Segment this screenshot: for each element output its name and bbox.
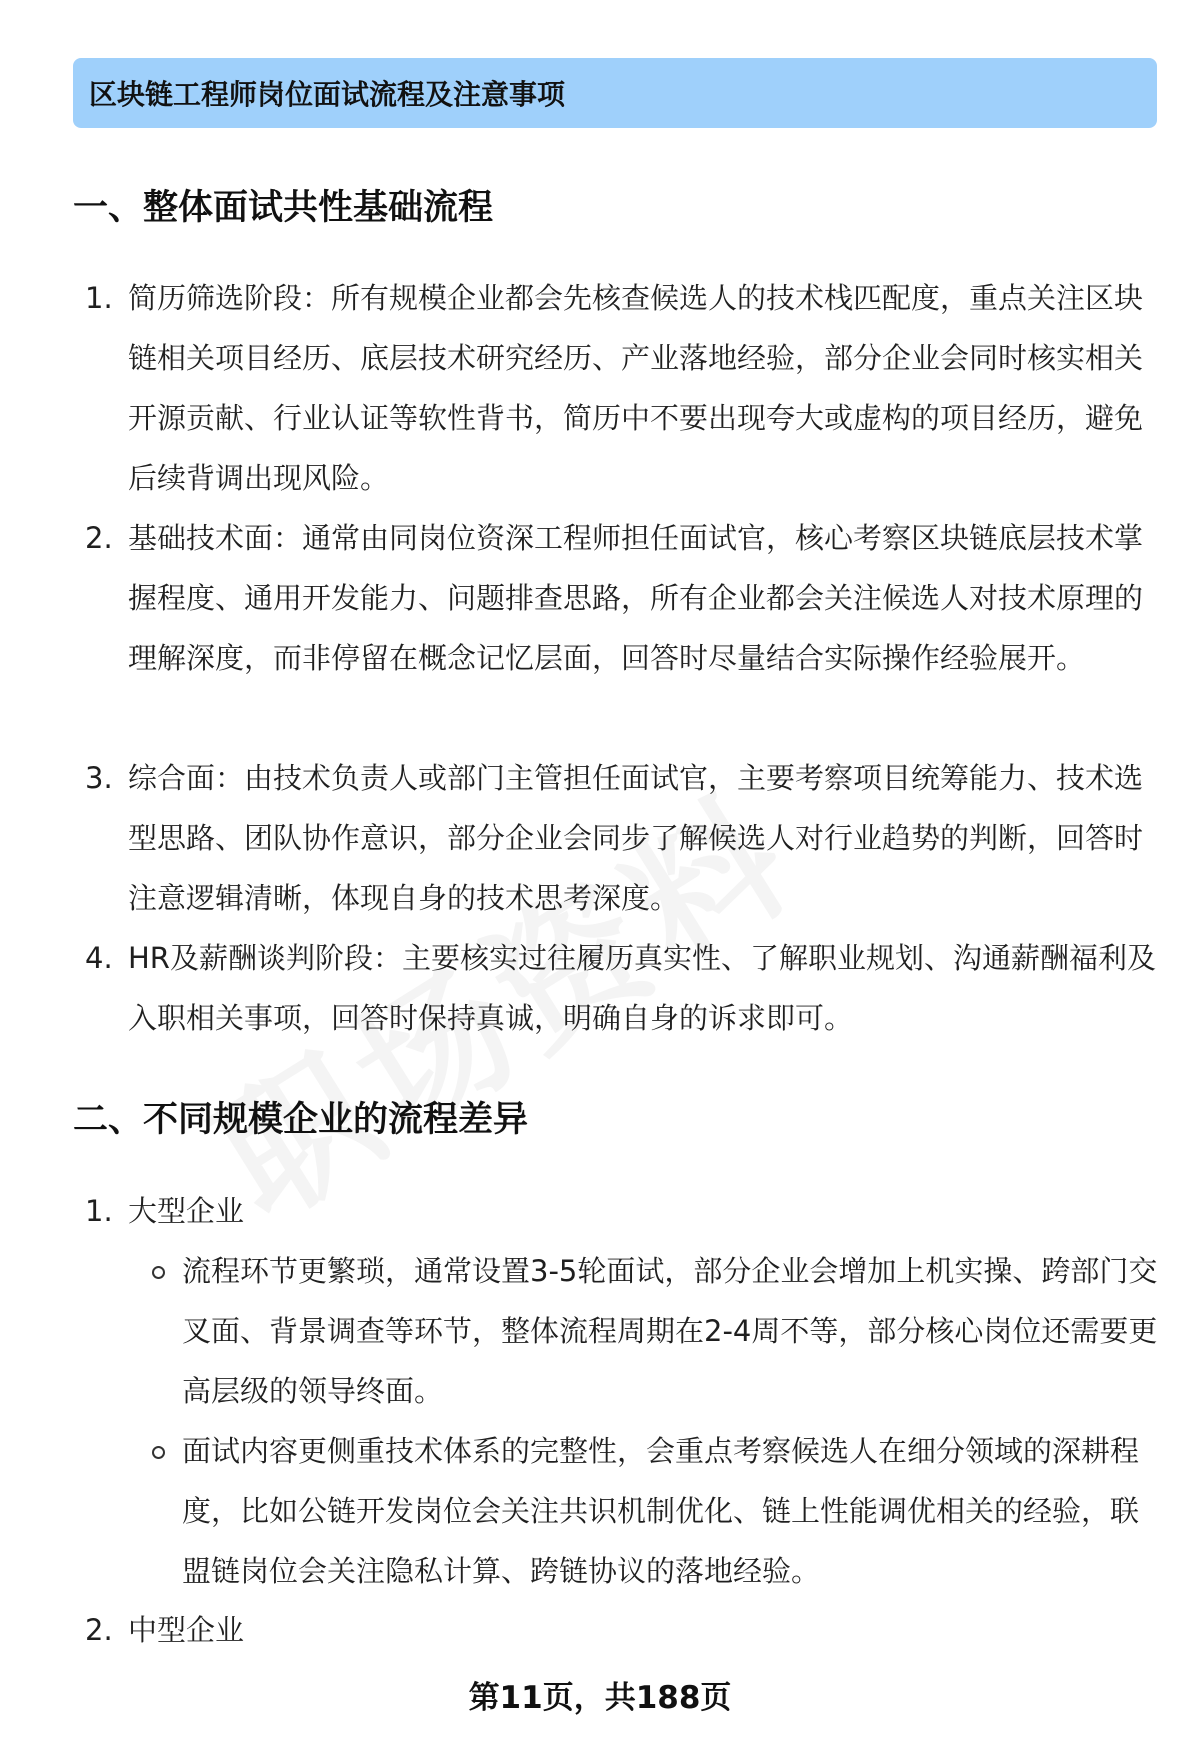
sub-list-item [150, 1421, 1160, 1601]
list-number: 1. [85, 281, 113, 315]
list-item-text: 简历筛选阶段：所有规模企业都会先核查候选人的技术栈匹配度，重点关注区块链相关项目经历、底层技术研究经历、产业落地经验，部分企业会同时核实相关开源贡献、行业认证等软性背书，简历中不要出现夸大或虚构的项目经历，避免后续背调出现风险。 [128, 281, 1144, 495]
list-number: 2. [85, 1613, 113, 1647]
page-number: 第11页，共188页 [468, 1680, 732, 1716]
list-number: 1. [85, 1194, 113, 1228]
list-number: 4. [85, 941, 113, 975]
section-heading-1: 一、整体面试共性基础流程 [73, 188, 494, 228]
list-item [85, 508, 1160, 688]
sub-list-item-text: 面试内容更侧重技术体系的完整性，会重点考察候选人在细分领域的深耕程度，比如公链开发岗位会关注共识机制优化、链上性能调优相关的经验，联盟链岗位会关注隐私计算、跨链协议的落地经验。 [182, 1434, 1140, 1588]
list-number: 2. [85, 521, 113, 555]
list-item-text: HR及薪酬谈判阶段：主要核实过往履历真实性、了解职业规划、沟通薪酬福利及入职相关事项，回答时保持真诚，明确自身的诉求即可。 [128, 941, 1156, 1035]
section-heading-2: 二、不同规模企业的流程差异 [73, 1100, 529, 1140]
sub-list-item-text: 流程环节更繁琐，通常设置3-5轮面试，部分企业会增加上机实操、跨部门交叉面、背景调查等环节，整体流程周期在2-4周不等，部分核心岗位还需要更高层级的领导终面。 [182, 1254, 1158, 1408]
circle-bullet-icon [152, 1446, 165, 1459]
list-item-text: 大型企业 [128, 1194, 245, 1228]
circle-bullet-icon [152, 1266, 165, 1279]
list-item [85, 1600, 1160, 1660]
list-item-text: 中型企业 [128, 1613, 245, 1647]
list-item [85, 1181, 1160, 1241]
document-title: 区块链工程师岗位面试流程及注意事项 [89, 78, 566, 111]
list-item-text: 综合面：由技术负责人或部门主管担任面试官，主要考察项目统筹能力、技术选型思路、团队协作意识，部分企业会同步了解候选人对行业趋势的判断，回答时注意逻辑清晰，体现自身的技术思考深度。 [128, 761, 1144, 915]
list-number: 3. [85, 761, 113, 795]
list-item-text: 基础技术面：通常由同岗位资深工程师担任面试官，核心考察区块链底层技术掌握程度、通用开发能力、问题排查思路，所有企业都会关注候选人对技术原理的理解深度，而非停留在概念记忆层面，回答时尽量结合实际操作经验展开。 [128, 521, 1144, 675]
list-item [85, 748, 1160, 928]
list-item [85, 268, 1160, 508]
list-item [85, 928, 1160, 1048]
sub-list-item [150, 1241, 1160, 1421]
title-banner [73, 58, 1157, 128]
